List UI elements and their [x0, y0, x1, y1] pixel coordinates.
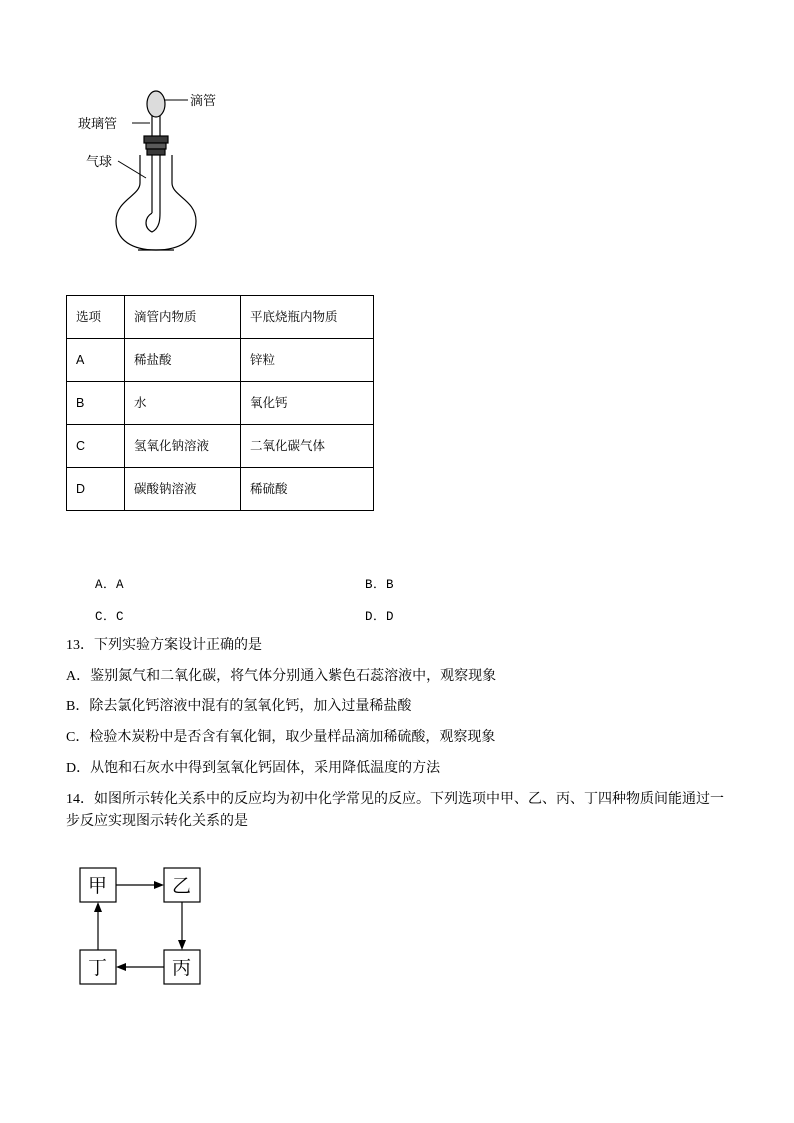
option-table: [66, 295, 374, 511]
transform-box-ding: 丁: [88, 958, 108, 979]
table-header-flask: 平底烧瓶内物质: [241, 296, 374, 339]
choice-d[interactable]: D．D: [365, 610, 395, 624]
table-row: [67, 468, 374, 511]
cell-flask: 氧化钙: [241, 382, 374, 425]
label-dropper: 滴管: [190, 93, 217, 108]
question-13-option-d[interactable]: D．从饱和石灰水中得到氢氧化钙固体，采用降低温度的方法: [66, 760, 441, 776]
table-row: [67, 339, 374, 382]
table-header-row: [67, 296, 374, 339]
question-13-option-b[interactable]: B．除去氯化钙溶液中混有的氢氧化钙，加入过量稀盐酸: [66, 699, 412, 715]
question-13: [66, 635, 732, 788]
cell-flask: 锌粒: [241, 339, 374, 382]
choice-row: [95, 606, 715, 624]
choice-b[interactable]: B．B: [365, 578, 395, 592]
question-14-stem: 14．如图所示转化关系中的反应均为初中化学常见的反应。下列选项中甲、乙、丙、丁四种物质间能通过一步反应实现图示转化关系的是: [66, 792, 724, 829]
cell-dropper: 水: [125, 382, 241, 425]
question-14: [66, 789, 732, 841]
choice-row: [95, 574, 715, 592]
question-13-option-c[interactable]: C．检验木炭粉中是否含有氧化铜，取少量样品滴加稀硫酸，观察现象: [66, 730, 496, 746]
cell-flask: 二氧化碳气体: [241, 425, 374, 468]
label-glass-tube: 玻璃管: [78, 116, 118, 131]
table-row: [67, 425, 374, 468]
answer-choices: [95, 574, 715, 638]
cell-option: D: [67, 468, 125, 511]
question-13-option-a[interactable]: A．鉴别氮气和二氧化碳，将气体分别通入紫色石蕊溶液中，观察现象: [66, 668, 497, 684]
table-header-dropper: 滴管内物质: [125, 296, 241, 339]
transformation-diagram: [66, 858, 326, 1003]
cell-flask: 稀硫酸: [241, 468, 374, 511]
transform-box-jia: 甲: [88, 876, 108, 897]
cell-dropper: 稀盐酸: [125, 339, 241, 382]
cell-dropper: 碳酸钠溶液: [125, 468, 241, 511]
choice-c[interactable]: C．C: [95, 610, 125, 624]
transform-box-yi: 乙: [172, 876, 192, 897]
cell-option: C: [67, 425, 125, 468]
table-row: [67, 382, 374, 425]
label-balloon: 气球: [86, 154, 113, 169]
cell-option: A: [67, 339, 125, 382]
table-header-option: 选项: [67, 296, 125, 339]
transform-box-bing: 丙: [172, 958, 192, 979]
cell-dropper: 氢氧化钠溶液: [125, 425, 241, 468]
question-13-stem: 13．下列实验方案设计正确的是: [66, 638, 262, 653]
cell-option: B: [67, 382, 125, 425]
apparatus-diagram: [66, 78, 346, 268]
choice-a[interactable]: A．A: [95, 578, 125, 592]
